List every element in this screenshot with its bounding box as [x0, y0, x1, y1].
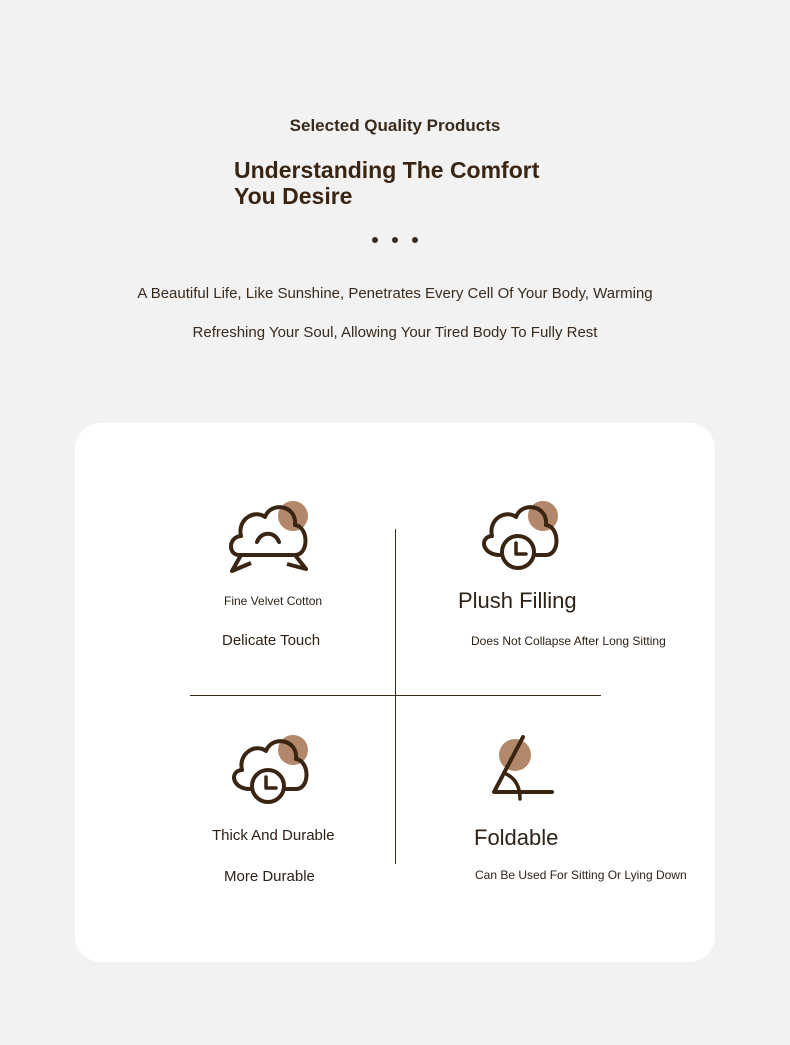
feature-title: Thick And Durable: [212, 827, 335, 844]
horizontal-divider: [190, 695, 601, 696]
dots-divider: [372, 237, 418, 245]
dot: [372, 237, 378, 243]
feature-title: Foldable: [474, 825, 559, 850]
smiling-cloud-icon: [225, 497, 315, 577]
vertical-divider: [395, 529, 396, 864]
feature-caption: More Durable: [224, 868, 315, 885]
intro-line-2: Refreshing Your Soul, Allowing Your Tired Body To Fully Rest: [192, 324, 598, 341]
feature-title: Delicate Touch: [222, 632, 321, 649]
feature-caption: Can Be Used For Sitting Or Lying Down: [475, 868, 687, 882]
cloud-clock-icon: [476, 497, 566, 577]
dot: [412, 237, 418, 243]
feature-title: Plush Filling: [458, 588, 577, 613]
title-line-2: You Desire: [234, 183, 353, 209]
section-title: [234, 157, 574, 209]
section-eyebrow: Selected Quality Products: [289, 116, 501, 135]
title-line-1: Understanding The Comfort: [234, 157, 540, 183]
dot: [392, 237, 398, 243]
cloud-clock-icon: [226, 731, 316, 811]
intro-line-1: A Beautiful Life, Like Sunshine, Penetrates Every Cell Of Your Body, Warming: [137, 285, 653, 302]
feature-caption: Fine Velvet Cotton: [224, 594, 323, 608]
angle-icon: [480, 729, 570, 809]
feature-caption: Does Not Collapse After Long Sitting: [471, 634, 666, 648]
